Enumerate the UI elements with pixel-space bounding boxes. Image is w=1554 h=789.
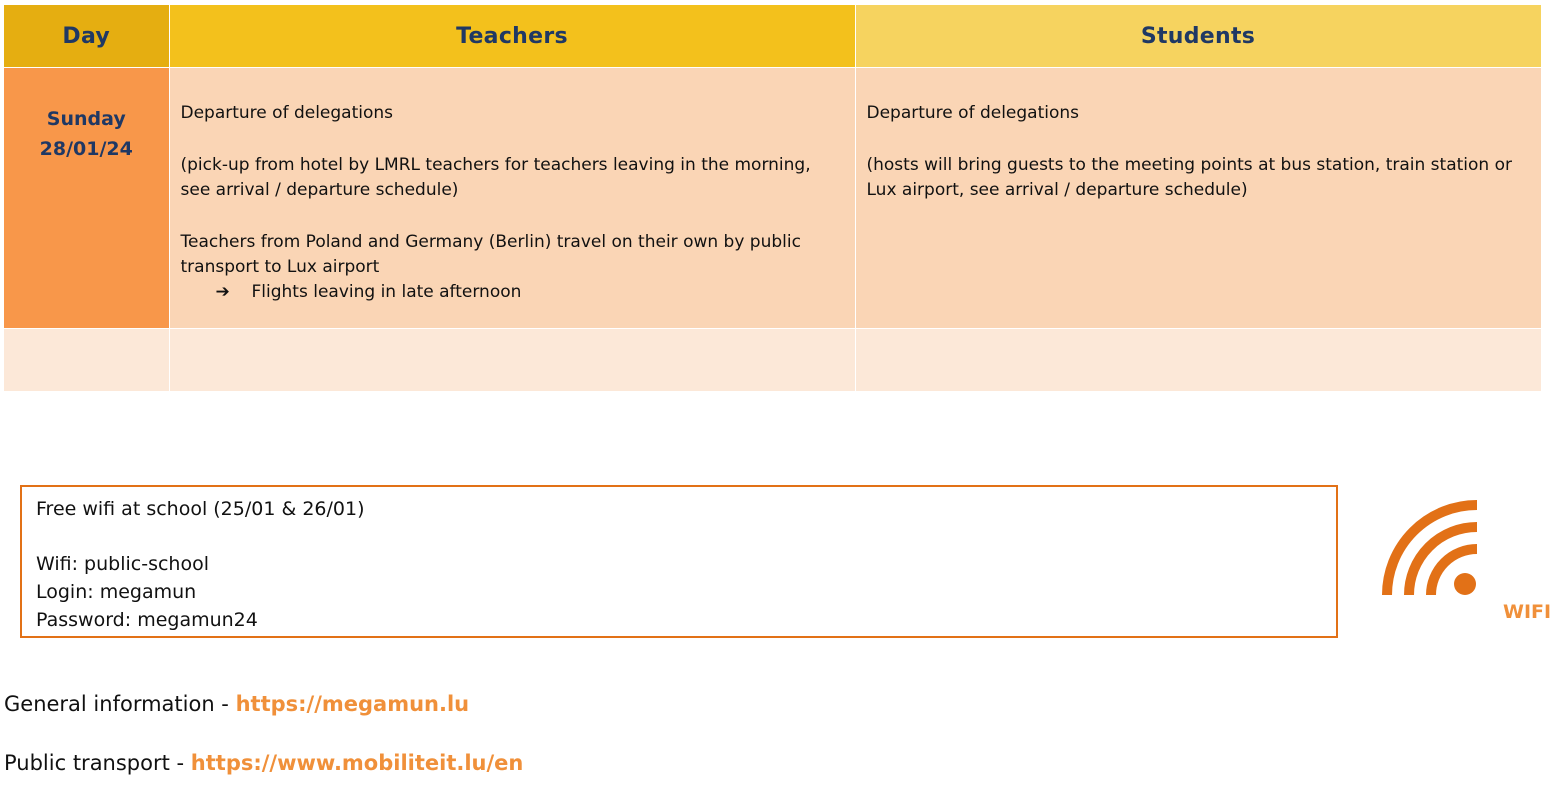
public-transport-link[interactable]: https://www.mobiliteit.lu/en [190,751,524,775]
general-info-label: General information - [4,692,236,716]
public-transport-line [4,751,523,775]
students-hosts-text: (hosts will bring guests to the meeting points at bus station, train station or Lux airport, see arrival / departure schedule) [866,155,1512,200]
empty-cell [855,329,1541,392]
public-transport-label: Public transport - [4,751,191,775]
wifi-login: Login: megamun [36,581,197,603]
day-cell [4,68,169,329]
arrow-right-icon: ➔ [215,282,230,302]
wifi-icon [1380,500,1480,600]
students-departure-text: Departure of delegations [866,103,1080,123]
teachers-cell [169,68,855,329]
arrow-item-text: Flights leaving in late afternoon [251,282,522,302]
header-day: Day [4,5,169,68]
teachers-travel-text: Teachers from Poland and Germany (Berlin) travel on their own by public transport to Lux airport [180,232,801,277]
general-info-line [4,692,469,716]
empty-cell [4,329,169,392]
day-name: Sunday [46,108,126,130]
wifi-info-box [20,485,1338,638]
teachers-departure-text: Departure of delegations [180,103,394,123]
header-teachers: Teachers [169,5,855,68]
students-cell [855,68,1541,329]
table-row-empty [4,329,1541,392]
teachers-pickup-text: (pick-up from hotel by LMRL teachers for teachers leaving in the morning, see arrival / departure schedule) [180,155,811,200]
header-students: Students [855,5,1541,68]
wifi-icon-label: WIFI [1503,601,1552,623]
empty-cell [169,329,855,392]
general-info-link[interactable]: https://megamun.lu [235,692,470,716]
table-header-row [4,5,1541,68]
schedule-table [4,5,1542,392]
wifi-title: Free wifi at school (25/01 & 26/01) [36,498,365,520]
wifi-network: Wifi: public-school [36,553,209,575]
table-row [4,68,1541,329]
wifi-password: Password: megamun24 [36,609,258,631]
arrow-list-item [181,280,845,305]
day-date: 28/01/24 [39,138,133,160]
